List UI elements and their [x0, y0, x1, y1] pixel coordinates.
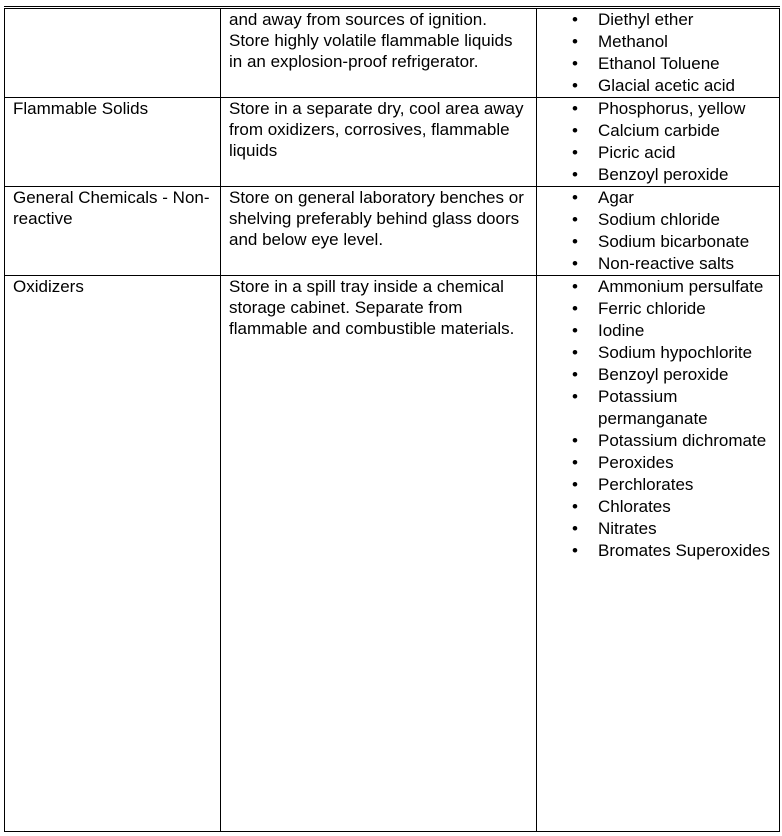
list-item-text: Glacial acetic acid — [598, 76, 736, 95]
list-item-text: Ethanol Toluene — [598, 54, 720, 73]
category-cell: General Chemicals - Non-reactive — [5, 187, 221, 276]
list-item-text: Picric acid — [598, 143, 676, 162]
list-item — [545, 231, 773, 253]
table-row — [5, 9, 780, 98]
bullet-icon: • — [572, 475, 578, 494]
category-cell: Oxidizers — [5, 276, 221, 832]
list-item — [545, 187, 773, 209]
storage-cell: Store on general laboratory benches or shelving preferably behind glass doors and below eye level. — [221, 187, 537, 276]
bullet-icon: • — [572, 343, 578, 362]
bullet-icon: • — [572, 321, 578, 340]
table-row — [5, 98, 780, 187]
list-item — [545, 9, 773, 31]
list-item — [545, 518, 773, 540]
list-item-text: Methanol — [598, 32, 668, 51]
list-item-text: Non-reactive salts — [598, 254, 735, 273]
list-item — [545, 75, 773, 97]
list-item-text: Chlorates — [598, 497, 671, 516]
list-item — [545, 142, 773, 164]
examples-cell — [537, 187, 780, 276]
examples-list — [545, 187, 773, 275]
storage-cell: Store in a separate dry, cool area away from oxidizers, corrosives, flammable liquids — [221, 98, 537, 187]
bullet-icon: • — [572, 76, 578, 95]
bullet-icon: • — [572, 299, 578, 318]
list-item-text: Diethyl ether — [598, 10, 694, 29]
bullet-icon: • — [572, 453, 578, 472]
bullet-icon: • — [572, 143, 578, 162]
list-item-text: Nitrates — [598, 519, 657, 538]
bullet-icon: • — [572, 387, 578, 406]
list-item-text: Calcium carbide — [598, 121, 720, 140]
list-item-text: Benzoyl peroxide — [598, 165, 729, 184]
list-item — [545, 496, 773, 518]
list-item-text: Bromates Superoxides — [598, 541, 770, 560]
list-item — [545, 342, 773, 364]
chemical-storage-table — [4, 8, 780, 832]
bullet-icon: • — [572, 188, 578, 207]
list-item — [545, 253, 773, 275]
list-item — [545, 31, 773, 53]
bullet-icon: • — [572, 431, 578, 450]
list-item — [545, 298, 773, 320]
list-item-text: Phosphorus, yellow — [598, 99, 746, 118]
storage-cell: and away from sources of ignition. Store highly volatile flammable liquids in an explosion-proof refrigerator. — [221, 9, 537, 98]
bullet-icon: • — [572, 254, 578, 273]
examples-list — [545, 98, 773, 186]
category-cell: Flammable Solids — [5, 98, 221, 187]
category-cell — [5, 9, 221, 98]
bullet-icon: • — [572, 365, 578, 384]
bullet-icon: • — [572, 541, 578, 560]
list-item — [545, 53, 773, 75]
bullet-icon: • — [572, 54, 578, 73]
list-item — [545, 430, 773, 452]
bullet-icon: • — [572, 210, 578, 229]
storage-cell: Store in a spill tray inside a chemical storage cabinet. Separate from flammable and combustible materials. — [221, 276, 537, 832]
list-item-text: Potassium permanganate — [598, 387, 708, 428]
list-item-text: Potassium dichromate — [598, 431, 767, 450]
table-row — [5, 276, 780, 832]
list-item-text: Sodium bicarbonate — [598, 232, 750, 251]
bullet-icon: • — [572, 32, 578, 51]
list-item — [545, 98, 773, 120]
list-item-text: Sodium chloride — [598, 210, 720, 229]
examples-cell — [537, 9, 780, 98]
list-item — [545, 364, 773, 386]
list-item-text: Iodine — [598, 321, 645, 340]
list-item — [545, 120, 773, 142]
list-item-text: Agar — [598, 188, 634, 207]
list-item — [545, 452, 773, 474]
bullet-icon: • — [572, 10, 578, 29]
examples-cell — [537, 98, 780, 187]
bullet-icon: • — [572, 121, 578, 140]
list-item-text: Perchlorates — [598, 475, 694, 494]
list-item — [545, 540, 773, 562]
bullet-icon: • — [572, 99, 578, 118]
examples-cell — [537, 276, 780, 832]
list-item-text: Sodium hypochlorite — [598, 343, 753, 362]
examples-list — [545, 9, 773, 97]
top-rule — [4, 6, 780, 7]
bullet-icon: • — [572, 277, 578, 296]
bullet-icon: • — [572, 519, 578, 538]
table-row — [5, 187, 780, 276]
list-item — [545, 386, 773, 430]
bullet-icon: • — [572, 497, 578, 516]
list-item — [545, 276, 773, 298]
examples-list — [545, 276, 773, 562]
list-item-text: Benzoyl peroxide — [598, 365, 729, 384]
list-item-text: Peroxides — [598, 453, 674, 472]
list-item-text: Ferric chloride — [598, 299, 706, 318]
list-item-text: Ammonium persulfate — [598, 277, 764, 296]
bullet-icon: • — [572, 165, 578, 184]
list-item — [545, 209, 773, 231]
list-item — [545, 164, 773, 186]
list-item — [545, 320, 773, 342]
list-item — [545, 474, 773, 496]
bullet-icon: • — [572, 232, 578, 251]
